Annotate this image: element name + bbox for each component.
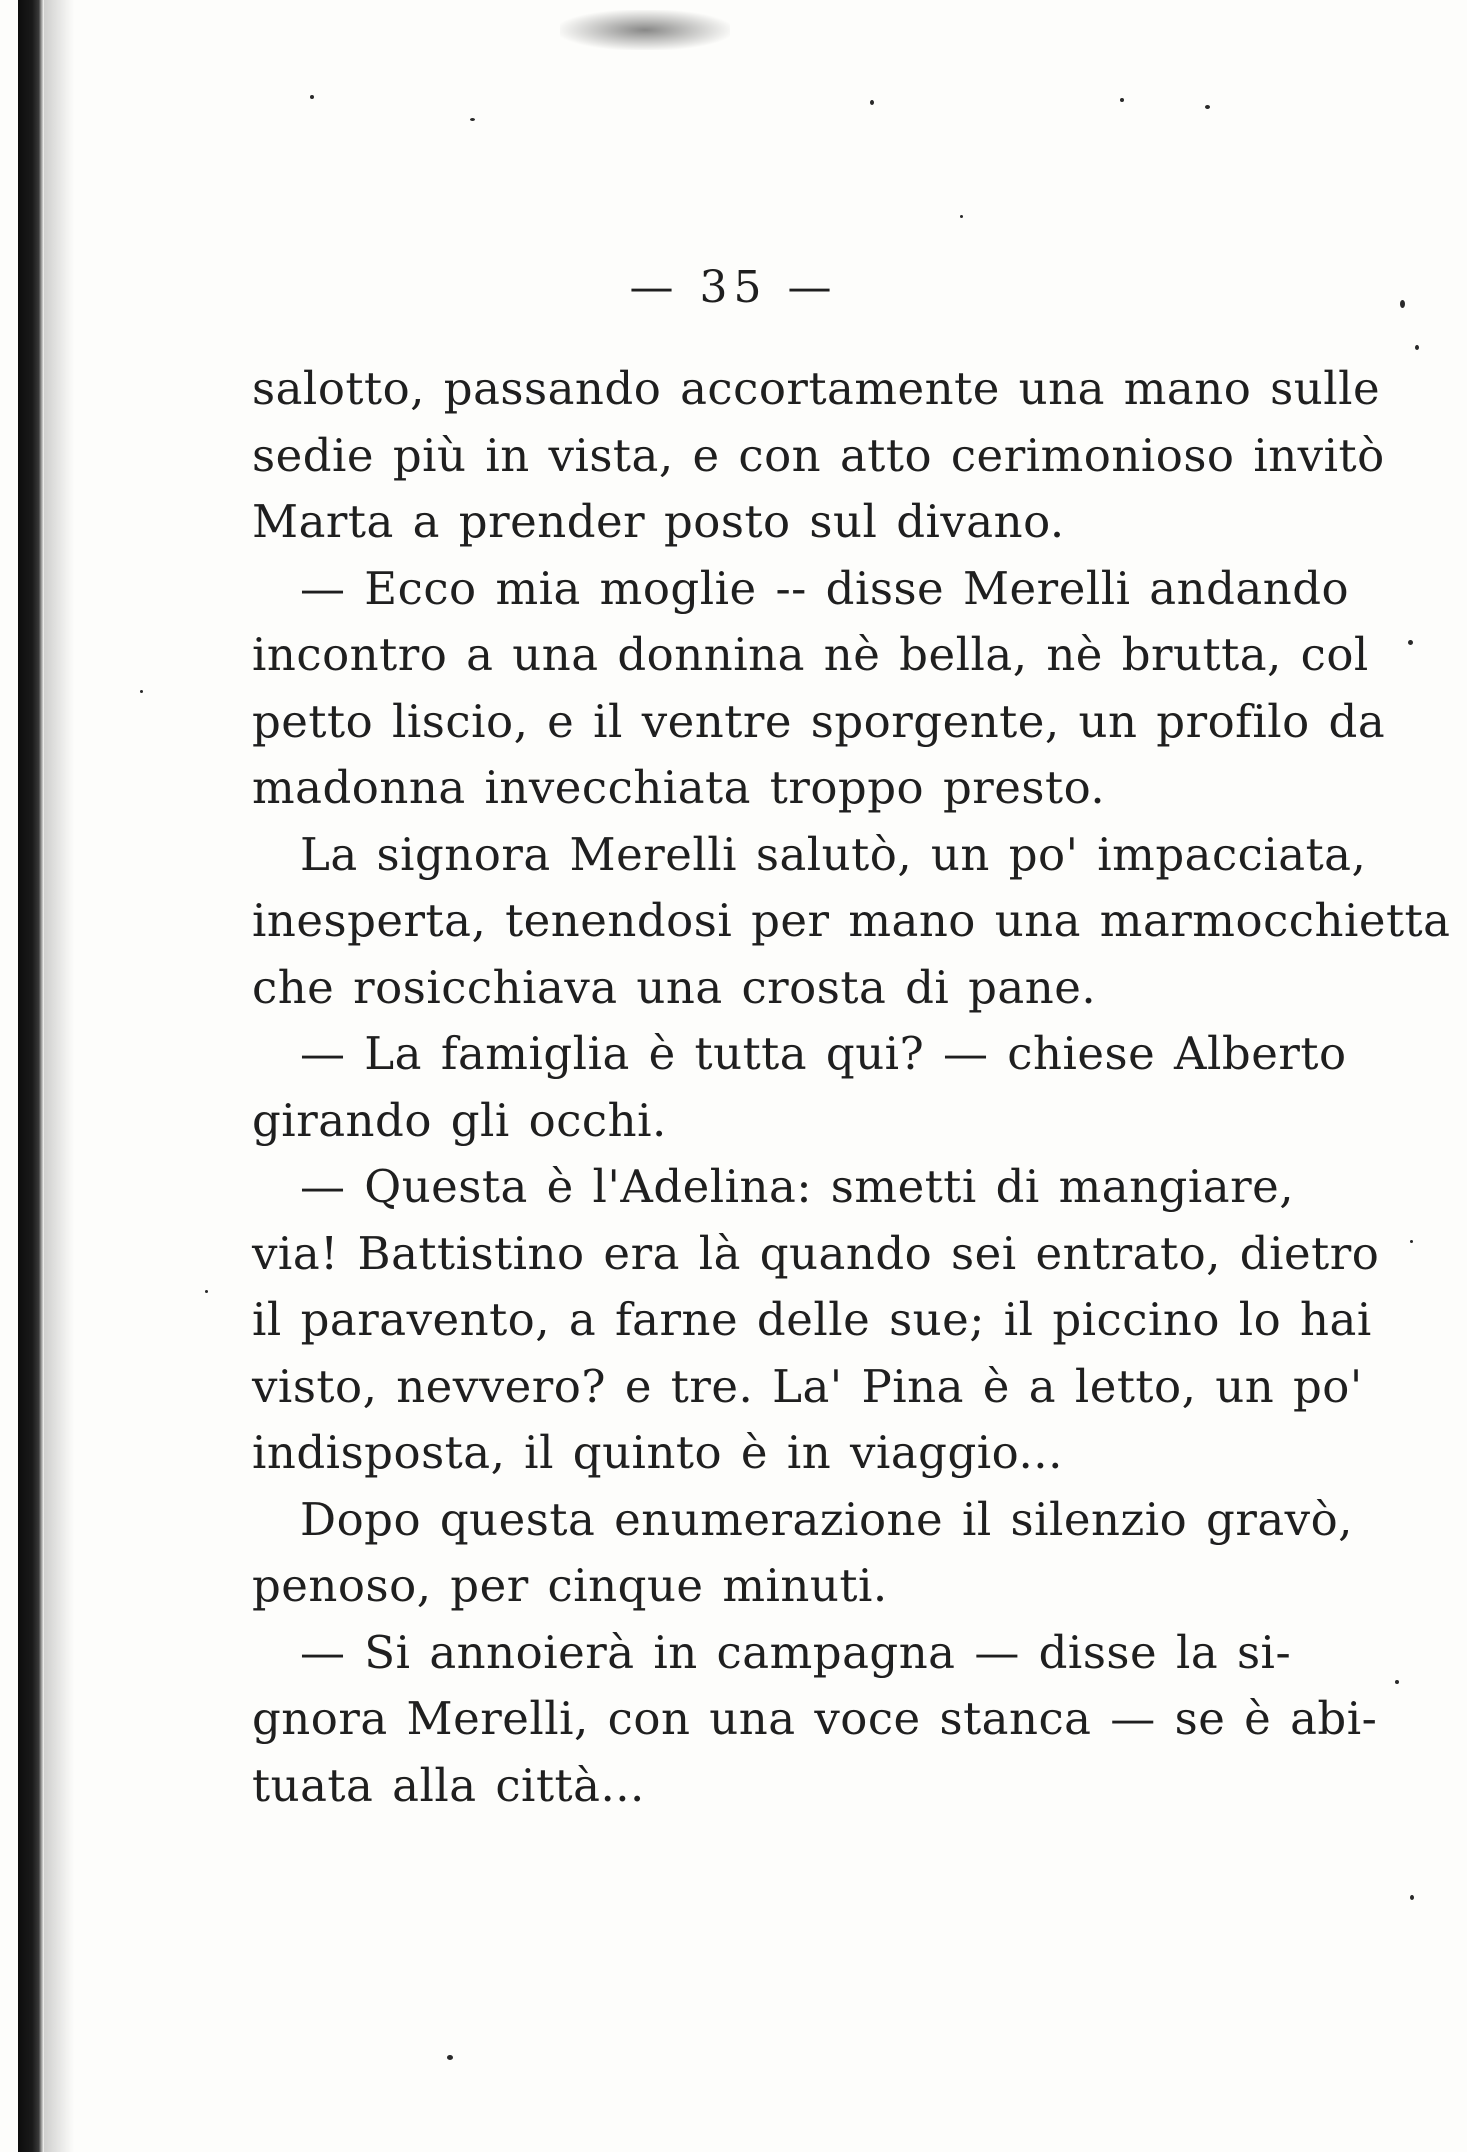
speck <box>960 215 963 218</box>
text-line: gnora Merelli, con una voce stanca — se è abi- <box>252 1692 1378 1745</box>
scan-smudge <box>560 10 730 50</box>
speck <box>470 118 475 121</box>
text-line: che rosicchiava una crosta di pane. <box>252 960 1097 1014</box>
speck <box>205 1290 208 1293</box>
text-line: madonna invecchiata troppo presto. <box>252 761 1106 814</box>
speck <box>870 100 874 105</box>
text-line: incontro a una donnina nè bella, nè brutta, col <box>252 628 1369 681</box>
speck <box>447 2055 453 2060</box>
text-line: — Si annoierà in campagna — disse la si- <box>300 1625 1292 1679</box>
text-line: penoso, per cinque minuti. <box>252 1559 888 1612</box>
text-line: via! Battistino era là quando sei entrato, dietro <box>252 1226 1380 1280</box>
text-line: Dopo questa enumerazione il silenzio gravò, <box>300 1492 1353 1546</box>
binding-shade <box>44 0 74 2152</box>
text-line: il paravento, a farne delle sue; il piccino lo hai <box>252 1293 1372 1346</box>
text-line: — Ecco mia moglie -- disse Merelli andando <box>300 561 1350 615</box>
text-line: inesperta, tenendosi per mano una marmocchietta <box>252 894 1451 947</box>
speck <box>1415 345 1419 350</box>
speck <box>1410 1240 1413 1243</box>
speck <box>1408 640 1413 645</box>
text-line: salotto, passando accortamente una mano sulle <box>252 362 1381 415</box>
text-line: — La famiglia è tutta qui? — chiese Alberto <box>300 1027 1347 1080</box>
speck <box>310 95 314 99</box>
text-line: girando gli occhi. <box>252 1093 667 1147</box>
text-line: La signora Merelli salutò, un po' impacciata, <box>300 827 1367 881</box>
speck <box>1120 98 1124 102</box>
speck <box>1205 105 1210 109</box>
text-line: tuata alla città... <box>252 1758 645 1812</box>
text-line: visto, nevvero? e tre. La' Pina è a letto, un po' <box>252 1359 1363 1413</box>
body-text <box>252 356 1451 1819</box>
speck <box>1410 1895 1414 1900</box>
speck <box>140 690 143 693</box>
page-number: — 35 — <box>629 262 838 313</box>
text-line: indisposta, il quinto è in viaggio... <box>252 1426 1063 1479</box>
text-line: Marta a prender posto sul divano. <box>252 495 1065 548</box>
text-line: — Questa è l'Adelina: smetti di mangiare, <box>300 1160 1295 1213</box>
text-line: sedie più in vista, e con atto cerimonioso invitò <box>252 428 1385 482</box>
speck <box>1395 1680 1399 1684</box>
binding-edge <box>18 0 44 2152</box>
text-line: petto liscio, e il ventre sporgente, un profilo da <box>252 694 1386 748</box>
